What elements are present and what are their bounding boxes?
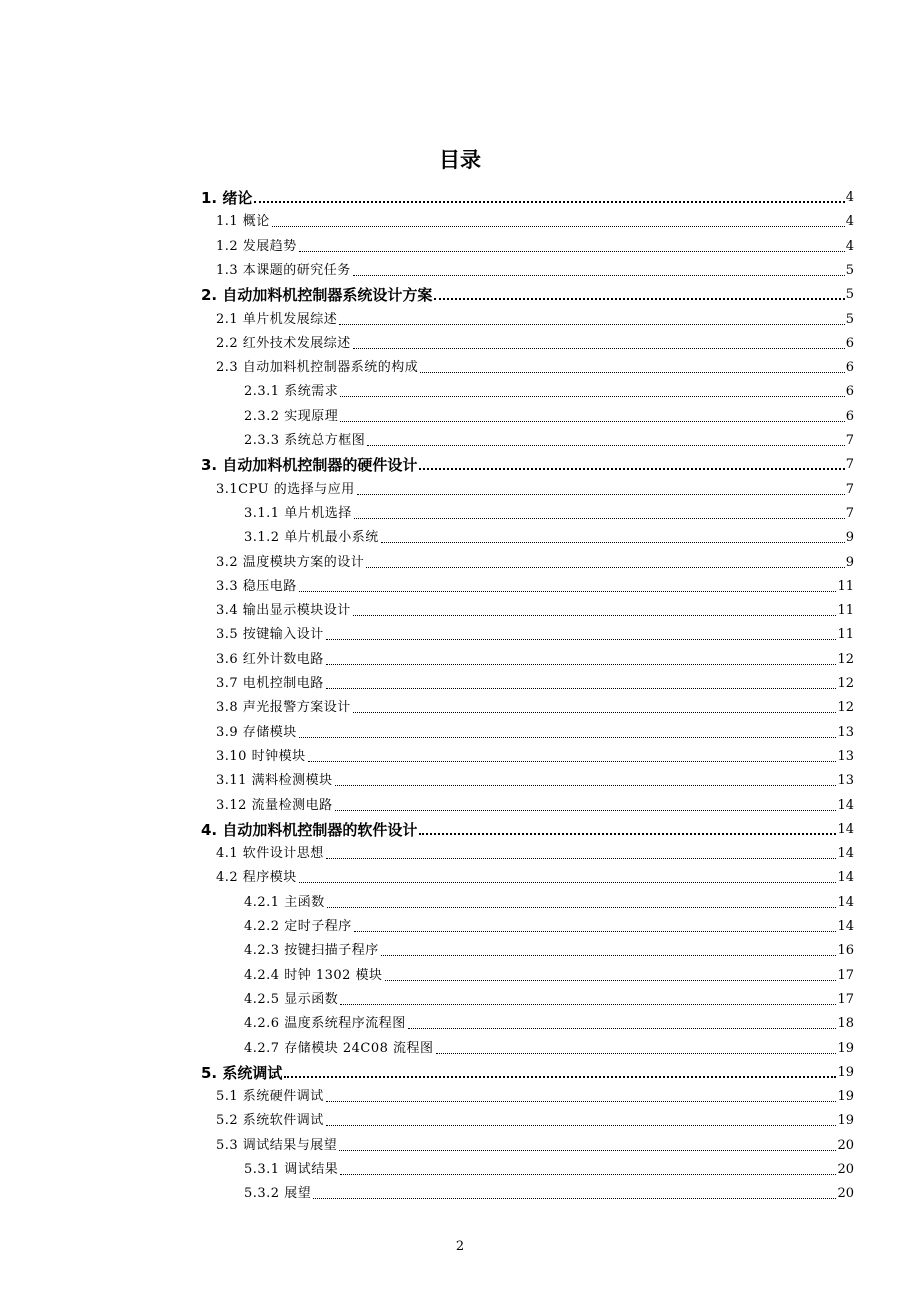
dot-leader xyxy=(354,518,845,519)
toc-entry-title: 3.2 温度模块方案的设计 xyxy=(216,554,365,570)
toc-entry-title: 2. 自动加料机控制器系统设计方案 xyxy=(201,286,433,305)
toc-entry[interactable] xyxy=(201,816,854,840)
dot-leader xyxy=(381,955,837,956)
toc-entry[interactable] xyxy=(216,573,854,597)
dot-leader xyxy=(335,810,837,811)
toc-entry[interactable] xyxy=(216,476,854,500)
toc-entry-page: 16 xyxy=(837,943,854,959)
dot-leader xyxy=(353,615,837,616)
toc-entry[interactable] xyxy=(201,184,854,208)
dot-leader xyxy=(420,372,844,373)
toc-entry-page: 14 xyxy=(837,821,854,837)
toc-entry-page: 4 xyxy=(845,214,854,230)
dot-leader xyxy=(419,833,836,835)
toc-entry[interactable] xyxy=(201,281,854,305)
toc-entry-title: 3. 自动加料机控制器的硬件设计 xyxy=(201,456,418,475)
toc-entry-title: 3.1CPU 的选择与应用 xyxy=(216,481,355,497)
dot-leader xyxy=(353,712,837,713)
toc-entry-page: 13 xyxy=(837,724,854,740)
toc-entry-title: 3.10 时钟模块 xyxy=(216,748,306,764)
toc-entry-page: 12 xyxy=(837,676,854,691)
toc-entry[interactable] xyxy=(244,403,854,427)
dot-leader xyxy=(434,298,844,300)
toc-entry-title: 5.3.2 展望 xyxy=(244,1186,312,1202)
dot-leader xyxy=(308,761,837,762)
dot-leader xyxy=(313,1198,836,1199)
toc-entry-title: 2.1 单片机发展综述 xyxy=(216,311,338,327)
toc-entry[interactable] xyxy=(244,1156,854,1180)
dot-leader xyxy=(385,980,837,981)
toc-entry[interactable] xyxy=(244,427,854,451)
dot-leader xyxy=(326,664,837,665)
toc-entry[interactable] xyxy=(216,864,854,888)
toc-entry-page: 6 xyxy=(845,384,854,400)
dot-leader xyxy=(326,858,837,859)
dot-leader xyxy=(299,882,837,883)
toc-entry-title: 4.2.1 主函数 xyxy=(244,894,325,910)
toc-entry[interactable] xyxy=(216,719,854,743)
dot-leader xyxy=(299,251,845,252)
toc-entry-title: 1.1 概论 xyxy=(216,214,270,230)
toc-entry-page: 19 xyxy=(837,1064,854,1080)
toc-entry[interactable] xyxy=(201,451,854,475)
toc-entry-page: 20 xyxy=(837,1162,854,1177)
toc-entry[interactable] xyxy=(216,1083,854,1107)
toc-entry-title: 4.1 软件设计思想 xyxy=(216,846,324,862)
dot-leader xyxy=(340,421,845,422)
toc-entry[interactable] xyxy=(216,1132,854,1156)
toc-entry-title: 4.2.2 定时子程序 xyxy=(244,919,352,934)
toc-entry-page: 12 xyxy=(837,700,854,716)
dot-leader xyxy=(299,591,837,592)
toc-entry[interactable] xyxy=(216,670,854,694)
toc-entry-title: 4.2.6 温度系统程序流程图 xyxy=(244,1016,406,1032)
toc-entry-title: 5.1 系统硬件调试 xyxy=(216,1089,324,1105)
dot-leader xyxy=(335,785,837,786)
toc-entry-title: 3.7 电机控制电路 xyxy=(216,676,324,691)
toc-entry-page: 4 xyxy=(845,238,854,254)
toc-entry-title: 3.1.1 单片机选择 xyxy=(244,505,352,521)
toc-entry-page: 19 xyxy=(837,1040,854,1056)
toc-entry-title: 4.2.4 时钟 1302 模块 xyxy=(244,967,383,983)
toc-entry-title: 4. 自动加料机控制器的软件设计 xyxy=(201,820,418,839)
toc-entry[interactable] xyxy=(216,743,854,767)
toc-entry-title: 2.3.3 系统总方框图 xyxy=(244,433,366,448)
dot-leader xyxy=(339,1150,836,1151)
toc-entry-page: 11 xyxy=(837,578,854,594)
dot-leader xyxy=(284,1076,836,1078)
toc-entry-page: 7 xyxy=(845,481,854,497)
toc-entry-page: 14 xyxy=(837,846,854,862)
toc-entry[interactable] xyxy=(244,524,854,548)
toc-entry[interactable] xyxy=(216,257,854,281)
toc-entry[interactable] xyxy=(244,937,854,961)
toc-entry-page: 12 xyxy=(837,651,854,667)
toc-entry-page: 18 xyxy=(837,1016,854,1032)
toc-entry-title: 2.3.2 实现原理 xyxy=(244,408,339,424)
toc-entry-title: 1. 绪论 xyxy=(201,189,253,207)
toc-entry-page: 14 xyxy=(837,894,854,910)
toc-entry-page: 7 xyxy=(845,433,854,448)
dot-leader xyxy=(327,907,837,908)
toc-entry[interactable] xyxy=(216,1107,854,1131)
toc-entry[interactable] xyxy=(216,694,854,718)
toc-entry-page: 5 xyxy=(845,311,854,327)
toc-entry[interactable] xyxy=(216,330,854,354)
dot-leader xyxy=(353,348,845,349)
toc-entry-title: 1.2 发展趋势 xyxy=(216,238,297,254)
dot-leader xyxy=(340,1004,836,1005)
toc-entry-title: 3.5 按键输入设计 xyxy=(216,627,324,643)
toc-entry-title: 1.3 本课题的研究任务 xyxy=(216,262,351,278)
toc-entry-title: 3.6 红外计数电路 xyxy=(216,651,324,667)
dot-leader xyxy=(339,324,844,325)
page-number: 2 xyxy=(455,1239,465,1254)
toc-entry[interactable] xyxy=(216,306,854,330)
toc-entry-title: 5.3 调试结果与展望 xyxy=(216,1137,338,1153)
dot-leader xyxy=(340,396,845,397)
toc-entry-page: 14 xyxy=(837,870,854,886)
toc-entry[interactable] xyxy=(216,597,854,621)
toc-entry[interactable] xyxy=(244,378,854,402)
dot-leader xyxy=(366,567,844,568)
dot-leader xyxy=(367,445,845,446)
page-title: 目录 xyxy=(439,148,481,172)
toc-entry-title: 2.3 自动加料机控制器系统的构成 xyxy=(216,360,419,376)
toc-entry[interactable] xyxy=(216,767,854,791)
toc-entry[interactable] xyxy=(244,500,854,524)
toc-entry[interactable] xyxy=(244,986,854,1010)
toc-entry-title: 3.3 稳压电路 xyxy=(216,578,297,594)
toc-entry-title: 5.3.1 调试结果 xyxy=(244,1162,339,1177)
toc-entry-page: 17 xyxy=(837,967,854,983)
dot-leader xyxy=(326,688,837,689)
toc-entry-title: 3.1.2 单片机最小系统 xyxy=(244,530,379,546)
toc-entry-page: 19 xyxy=(837,1113,854,1129)
toc-entry-title: 3.12 流量检测电路 xyxy=(216,797,333,813)
dot-leader xyxy=(419,468,844,470)
toc-entry-page: 6 xyxy=(845,360,854,376)
toc-entry-page: 7 xyxy=(845,457,854,473)
toc-entry[interactable] xyxy=(201,1059,854,1083)
toc-entry-page: 5 xyxy=(845,287,854,303)
toc-entry[interactable] xyxy=(244,962,854,986)
toc-entry-page: 19 xyxy=(837,1089,854,1105)
dot-leader xyxy=(272,226,845,227)
dot-leader xyxy=(326,1101,837,1102)
toc-entry-page: 13 xyxy=(837,773,854,789)
toc-entry-title: 4.2.3 按键扫描子程序 xyxy=(244,943,379,959)
toc-entry[interactable] xyxy=(244,889,854,913)
toc-entry-page: 11 xyxy=(837,627,854,643)
toc-entry-title: 4.2.7 存储模块 24C08 流程图 xyxy=(244,1040,434,1056)
toc-entry-title: 5. 系统调试 xyxy=(201,1063,283,1082)
toc-entry-page: 14 xyxy=(837,919,854,934)
toc-entry-title: 3.9 存储模块 xyxy=(216,724,297,740)
toc-entry[interactable] xyxy=(244,1180,854,1204)
toc-entry-page: 9 xyxy=(845,530,854,546)
toc-entry-page: 4 xyxy=(845,190,854,205)
toc-entry-page: 6 xyxy=(845,408,854,424)
toc-entry-page: 14 xyxy=(837,797,854,813)
toc-entry-title: 5.2 系统软件调试 xyxy=(216,1113,324,1129)
toc-entry[interactable] xyxy=(244,913,854,937)
toc-entry-title: 2.2 红外技术发展综述 xyxy=(216,335,351,351)
toc-entry-title: 3.11 满料检测模块 xyxy=(216,773,333,789)
toc-entry[interactable] xyxy=(216,233,854,257)
toc-entry-title: 4.2.5 显示函数 xyxy=(244,991,339,1007)
toc-entry-page: 13 xyxy=(837,748,854,764)
toc-entry[interactable] xyxy=(244,1035,854,1059)
dot-leader xyxy=(408,1028,837,1029)
toc-entry[interactable] xyxy=(216,792,854,816)
toc-entry[interactable] xyxy=(216,646,854,670)
toc-entry[interactable] xyxy=(216,208,854,232)
toc-entry-page: 7 xyxy=(845,505,854,521)
toc-entry-page: 5 xyxy=(845,262,854,278)
dot-leader xyxy=(353,275,845,276)
dot-leader xyxy=(354,931,837,932)
toc-entry-page: 11 xyxy=(837,603,854,619)
toc-entry[interactable] xyxy=(216,549,854,573)
toc-entry-title: 3.8 声光报警方案设计 xyxy=(216,700,351,716)
toc-entry-page: 6 xyxy=(845,335,854,351)
toc-entry[interactable] xyxy=(216,840,854,864)
toc-entry-page: 20 xyxy=(837,1186,854,1202)
dot-leader xyxy=(326,639,837,640)
toc-entry-page: 20 xyxy=(837,1137,854,1153)
toc-entry[interactable] xyxy=(216,354,854,378)
toc-entry-title: 2.3.1 系统需求 xyxy=(244,384,339,400)
toc-entry-title: 3.4 输出显示模块设计 xyxy=(216,603,351,619)
dot-leader xyxy=(254,201,844,203)
dot-leader xyxy=(326,1125,837,1126)
dot-leader xyxy=(299,737,837,738)
dot-leader xyxy=(340,1174,836,1175)
toc-entry[interactable] xyxy=(216,621,854,645)
dot-leader xyxy=(381,542,845,543)
toc-entry-page: 9 xyxy=(845,554,854,570)
dot-leader xyxy=(357,494,845,495)
toc-entry-page: 17 xyxy=(837,991,854,1007)
dot-leader xyxy=(436,1053,837,1054)
toc-entry-title: 4.2 程序模块 xyxy=(216,870,297,886)
toc-entry[interactable] xyxy=(244,1010,854,1034)
